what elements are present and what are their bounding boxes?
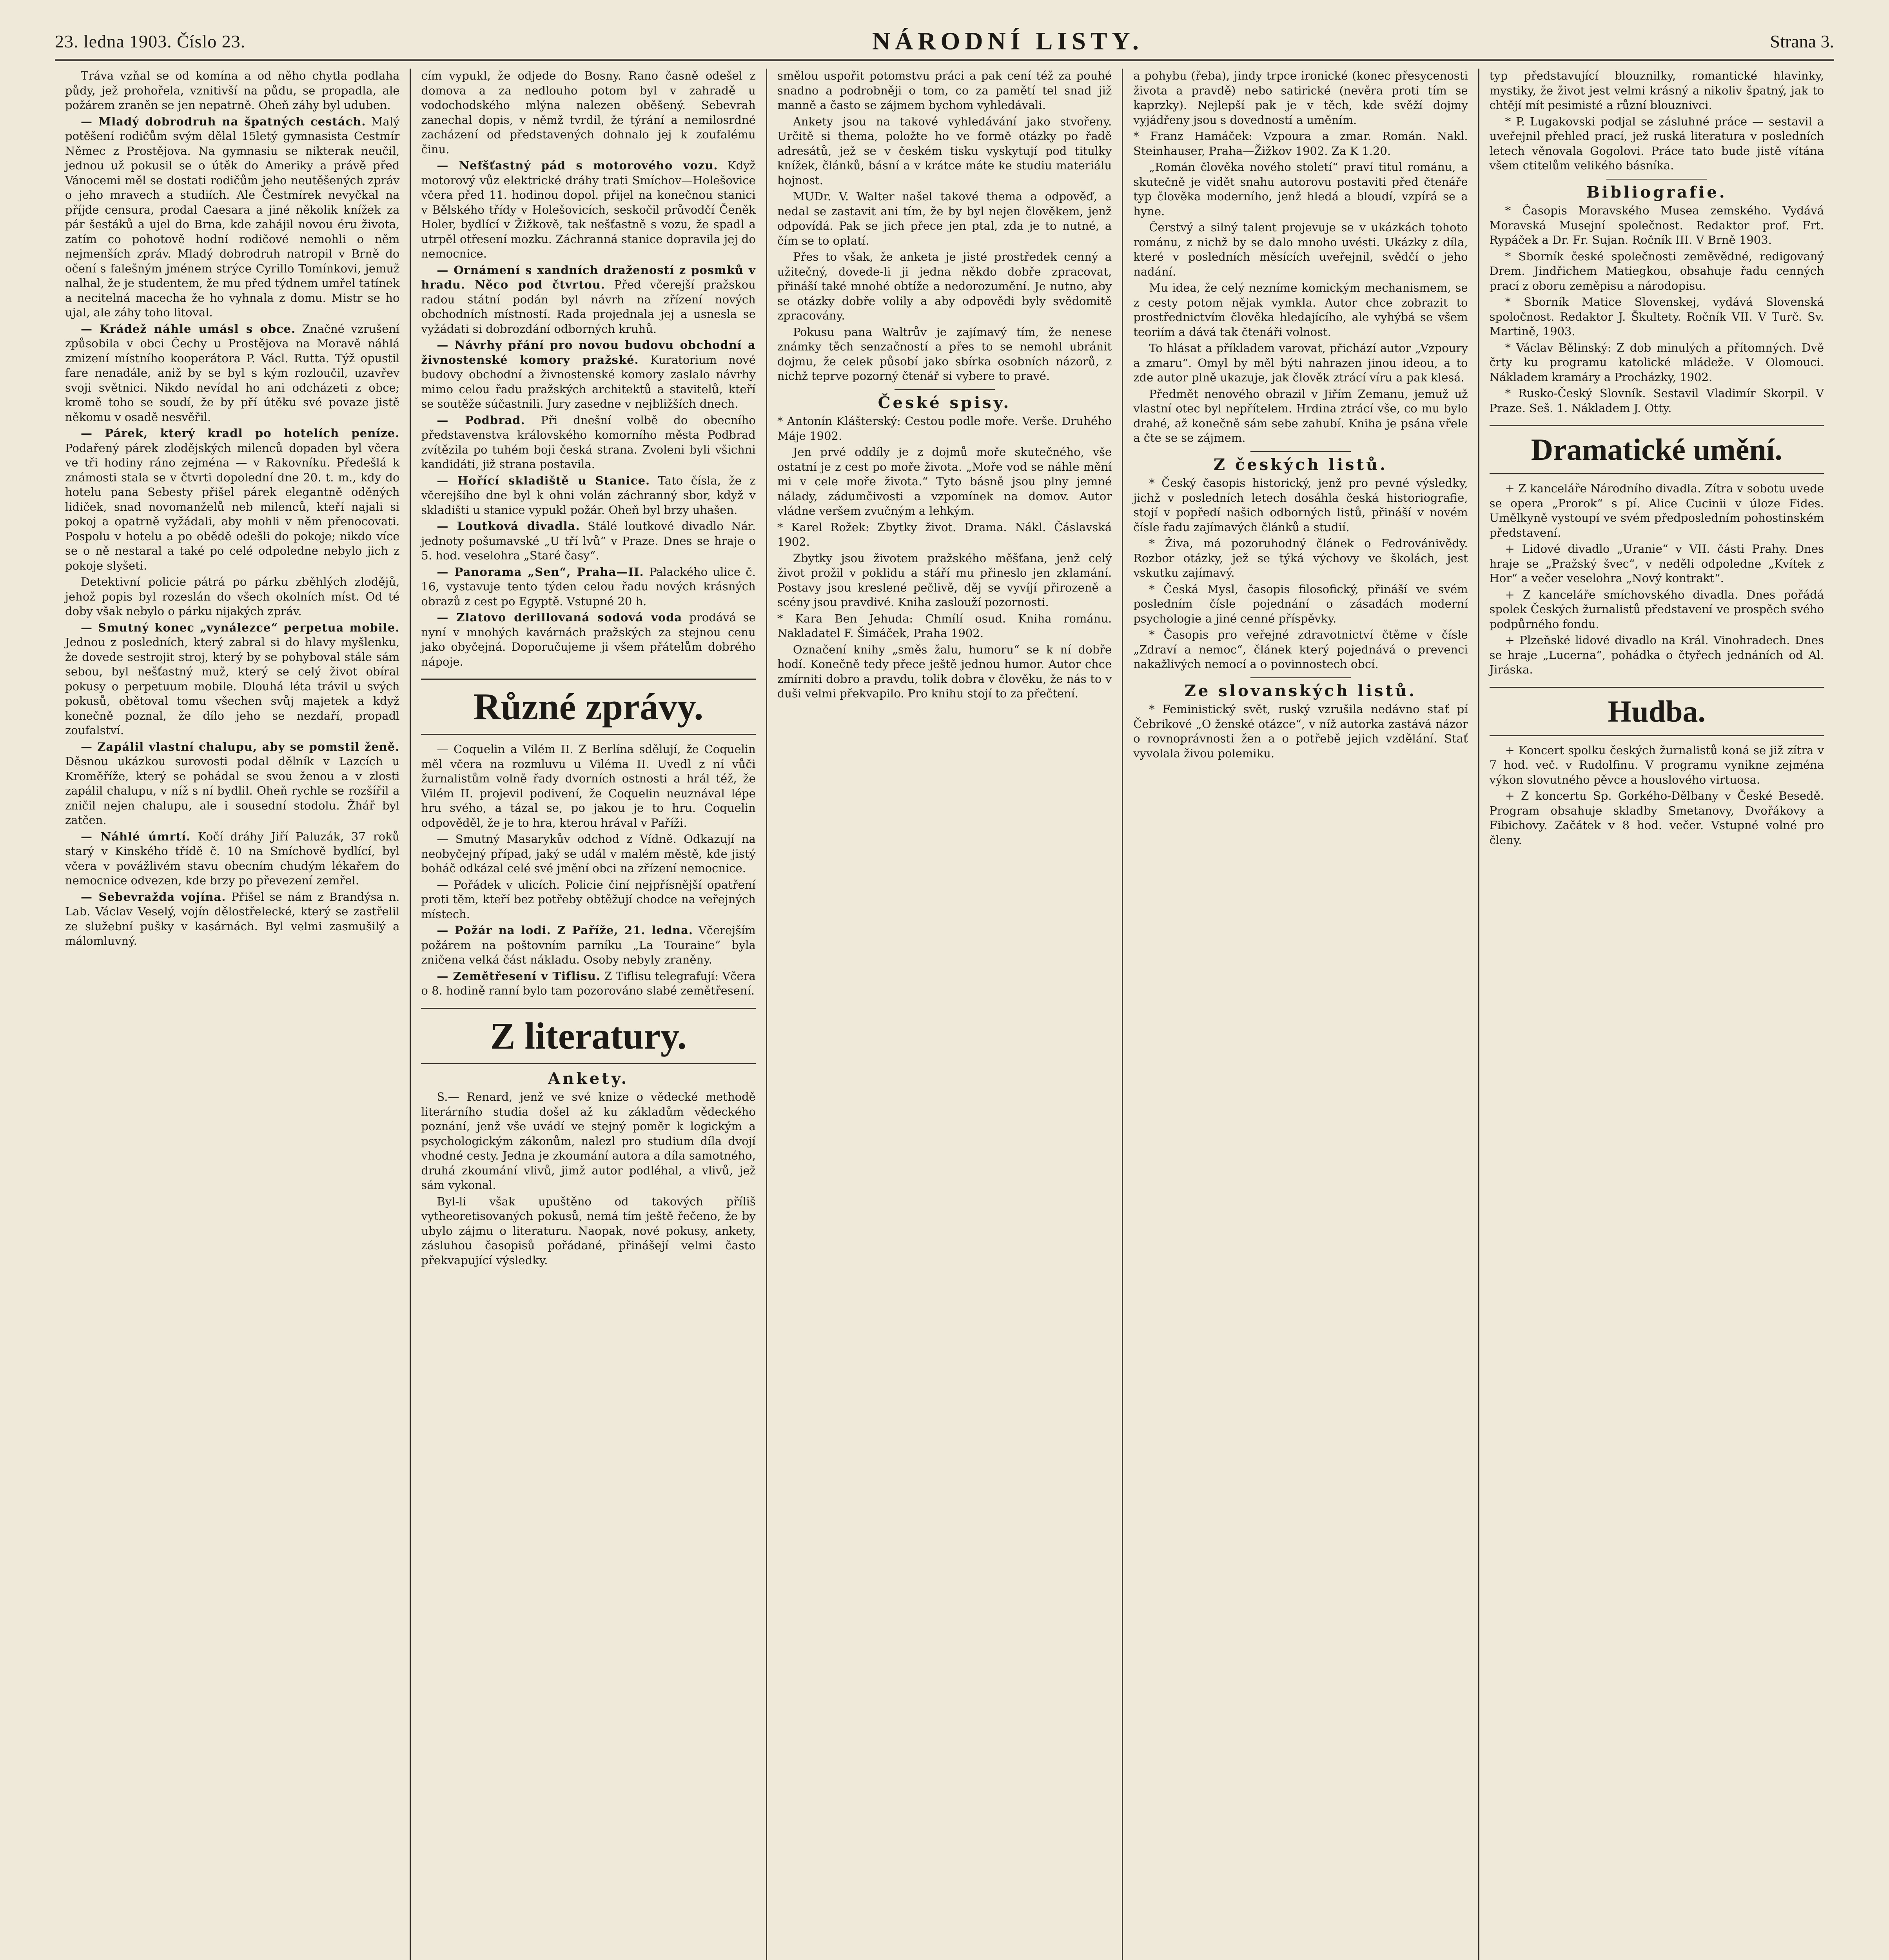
- article-paragraph: a pohybu (řeba), jindy trpce ironické (konec přesycenosti života a pravdě) nebo satirické (nevěra proti tím se kaprzky). Nejlepší pak je v těch, kde svěží dojmy vyjádřeny jsou s dovedností a uměním.: [1133, 69, 1468, 127]
- bibliography-entry: * Sborník Matice Slovenskej, vydává Slovenská spoločnost. Redaktor J. Škultety. Ročník VII. V Turč. Sv. Martině, 1903.: [1489, 295, 1824, 338]
- article-body: Malý potěšení rodičům svým dělal 15letý gymnasista Cestmír Němec z Prostějova. Na gymnasiu se nikterak neučil, jednou už pokusil se o útěk do Ameriky a právě před Vánocemi měl se dostati rodičům jeho neutěšených zpráv o jeho mravech a studiích. Ale Čestmírek nevyčkal na příjde censura, prodal Caesara a jiné několik knížek za pár šestáků a ujel do Brna, kde zahájil novou éru života, zatím co pohotově hodní rodičové nemohli o něm nejmenších zpráv. Mladý dobrodruh natropil v Brně do očení s falešným jménem strýce Cyrillo Tomínkovi, jemuž nalhal, že je studentem, že mu před týdnem umřel tatínek a necitelná macecha že ho vyhnala z domu. Mistr se ho ujal, ale záhy toho litoval.: [65, 114, 400, 319]
- article-body: Kočí dráhy Jiří Paluzák, 37 roků starý v Kinského třídě č. 10 na Smíchově bydlící, byl včera v povážlivém stavu obecním chudým lékařem do nemocnice odvezen, kde brzy po převezení zemřel.: [65, 829, 400, 887]
- article-paragraph: * Živa, má pozoruhodný článek o Fedrovánivědy. Rozbor otázky, jež se týká výchovy ve školách, jest vskutku zajímavý.: [1133, 537, 1468, 579]
- article-headline: — Podbrad.: [437, 413, 525, 427]
- article-paragraph: „Román člověka nového století“ praví titul románu, a skutečně je vidět snahu autorovu postaviti před čtenáře typ člověka moderního, jenž hledá a bloudí, vzpírá se a hyne.: [1133, 160, 1468, 218]
- book-entry: * Antonín Klášterský: Cestou podle moře. Verše. Druhého Máje 1902.: [777, 414, 1112, 443]
- article-paragraph: Ankety jsou na takové vyhledávání jako stvořeny. Určitě si thema, položte ho ve formě otázky po řadě adresátů, jež se v českém tisku vyskytují pod titulky knížek, článků, básní a v krátce máte ke studiu materiálu hojnost.: [777, 114, 1112, 187]
- article-paragraph: Označení knihy „směs žalu, humoru“ se k ní dobře hodí. Konečně tedy přece ještě jednou humor. Autor chce zmírniti dobro a pravdu, tolik dobra v člověku, že nás to v duši velmi překvapilo. Pro knihu stojí to za přečtení.: [777, 642, 1112, 700]
- article-paragraph: — Pořádek v ulicích. Policie činí nejpřísnější opatření proti těm, kteří bez potřeby obtěžují chodce na veřejných místech.: [421, 878, 756, 921]
- article-paragraph: * Český časopis historický, jenž pro pevné výsledky, jichž v posledních letech dosáhla česká historiografie, stojí v popředí našich odborných listů, přináší v novém čísle řadu zajímavých článků a studií.: [1133, 476, 1468, 534]
- article-paragraph: + Koncert spolku českých žurnalistů koná se již zítra v 7 hod. več. v Rudolfinu. V programu vynikne zejména výkon slovutného pěvce a houslového virtuosa.: [1489, 743, 1824, 786]
- article-headline: — Požár na lodi. Z Paříže, 21. ledna.: [437, 924, 693, 937]
- article-paragraph: Předmět nenového obrazil v Jiřím Zemanu, jemuž už vlastní otec byl nepřítelem. Hrdina ztrácí vše, co mu bylo drahé, až konečně sám sebe zahubí. Kniha je psána vřele a čte se se zájmem.: [1133, 387, 1468, 445]
- column-4: [1123, 69, 1479, 1960]
- article-paragraph: Tráva vzňal se od komína a od něho chytla podlaha půdy, jež prohořela, vznitivší na půdu, se propadla, ale požárem zraněn se jen nepatrně. Oheň záhy byl uduben.: [65, 69, 400, 112]
- column-5: [1479, 69, 1834, 1960]
- article-headline: — Mladý dobrodruh na špatných cestách.: [81, 114, 366, 128]
- article-body: Tato čísla, že z včerejšího dne byl k ohni volán záchranný sbor, když v skladišti u stanice vypukl požár. Oheň byl brzy uhašen.: [421, 474, 756, 517]
- issue-date: 23. ledna 1903. Číslo 23.: [55, 31, 246, 51]
- article-paragraph: Mu idea, že celý nezníme komickým mechanismem, se z cesty potom nějak vymkla. Autor chce zobrazit to prostřednictvím člověka hledajícího, ale vyhýbá se všem teoriím a dává tak čtenáři volnost.: [1133, 281, 1468, 339]
- article-paragraph: cím vypukl, že odjede do Bosny. Rano časně odešel z domova a za nedlouho potom byl v zahradě u vodochodského mlýna nalezen oběšený. Sebevrah zanechal dopis, v němž tvrdil, že týrání a nemilosrdné zacházení od představených dohnalo jej k zoufalému činu.: [421, 69, 756, 156]
- article-body: Značné vzrušení způsobila v obci Čechy u Prostějova na Moravě náhlá zmizení místního kooperátora P. Václ. Rutta. Týž opustil fare nenadále, aniž by se byl s kým rozloučil, uzavřev svoji světnici. Nikdo nevídal ho ani odcházeti z obce; kromě toho se soudí, že by pří útěku své povaze jistě někomu v osadě nesvěřil.: [65, 322, 400, 424]
- article-paragraph: + Z kanceláře Národního divadla. Zítra v sobotu uvede se opera „Prorok“ s pí. Alice Cucinii v úloze Fides. Umělkyně vystoupí ve svém předposledním pohostinském představení.: [1489, 482, 1824, 539]
- article-headline: — Návrhy přání pro novou budovu obchodní a živnostenské komory pražské.: [421, 338, 756, 367]
- article-paragraph: * Česká Mysl, časopis filosofický, přináší ve svém posledním čísle pojednání o zásadách moderní psychologie a jiné cenné příspěvky.: [1133, 582, 1468, 625]
- article-body: prodává se nyní v mnohých kavárnách pražských za stejnou cenu jako obyčejná. Doporučujeme ji všem přátelům dobrého nápoje.: [421, 611, 756, 668]
- article-headline: — Hořící skladiště u Stanice.: [437, 474, 650, 487]
- article-body: Když motorový vůz elektrické dráhy trati Smíchov—Holešovice včera před 11. hodinou dopol. přijel na konečnou stanici v Bělského třídy v Holešovicích, seskočil průvodčí Čeněk Holer, bydlící v Žižkově, tak nešťastně s vozu, že spadl a utrpěl otřesení mozku. Záchranná stanice dopravila jej do nemocnice.: [421, 159, 756, 260]
- article-headline: — Zlatovo derillovaná sodová voda: [437, 611, 682, 624]
- book-entry: * Karel Rožek: Zbytky život. Drama. Nákl. Čáslavská 1902.: [777, 520, 1112, 548]
- text-columns: [55, 69, 1834, 1960]
- article-body: Stálé loutkové divadlo Nár. jednoty pošumavské „U tří lvů“ v Praze. Dnes se hraje o 5. hod. veselohra „Staré časy“.: [421, 519, 756, 562]
- article-paragraph: + Lidové divadlo „Uranie“ v VII. části Prahy. Dnes hraje se „Pražský švec“, v neděli odpoledne „Kvítek z Hor“ a večer veselohra „Nový kontrakt“.: [1489, 542, 1824, 585]
- article-headline: — Náhlé úmrtí.: [81, 829, 191, 843]
- article-body: Jednou z posledních, který zabral si do hlavy myšlenku, že dovede sestrojit stroj, který by se pohyboval stále sám sebou, byl nešťastný muž, který se celý život obíral pokusy o perpetuum mobile. Dlouhá léta trávil u svých pokusů, obětoval tomu všechen svůj majetek a když konečně poznal, že dílo jeho se nezdaří, propadl zoufalství.: [65, 635, 400, 737]
- article-paragraph: * Časopis pro veřejné zdravotnictví čtěme v čísle „Zdraví a nemoc“, článek který pojednává o prevenci nakažlivých nemocí a o povinnostech obcí.: [1133, 628, 1468, 671]
- article-body: Přišel se nám z Brandýsa n. Lab. Václav Veselý, vojín dělostřelecké, který se zastřelil ze služební pušky v kasárnách. Byl velmi zasmušilý a málomluvný.: [65, 890, 400, 947]
- column-2: [411, 69, 767, 1960]
- article-headline: — Párek, který kradl po hotelích peníze.: [81, 426, 400, 440]
- article-paragraph: MUDr. V. Walter našel takové thema a odpověď, a nedal se zastavit ani tím, že by byl nejen člověkem, jenž odpovídá. Pak se jich přece jen ptal, zda je to nutné, a čím se to oplatí.: [777, 190, 1112, 247]
- book-entry: * Kara Ben Jehuda: Chmílí osud. Kniha románu. Nakladatel F. Šimáček, Praha 1902.: [777, 612, 1112, 640]
- article-headline: — Krádež náhle umásl s obce.: [81, 322, 296, 336]
- article-paragraph: Detektivní policie pátrá po párku zběhlých zlodějů, jehož popis byl rozeslán do všech okolních míst. Od té doby však nebylo o párku nijakých zpráv.: [65, 575, 400, 618]
- bibliography-entry: * Rusko-Český Slovník. Sestavil Vladimír Skorpil. V Praze. Seš. 1. Nákladem J. Otty.: [1489, 387, 1824, 415]
- article-headline: — Ornámení s xandních dražeností z posmků v hradu. Něco pod čtvrtou.: [421, 263, 756, 291]
- divider: [895, 389, 995, 390]
- subsection-heading-bibliografie: Bibliografie.: [1586, 183, 1727, 201]
- article-paragraph: + Plzeňské lidové divadlo na Král. Vinohradech. Dnes se hraje „Lucerna“, pohádka o čtyřech jednáních od Al. Jiráska.: [1489, 633, 1824, 676]
- subsection-heading-ceske-spisy: České spisy.: [878, 393, 1011, 412]
- article-paragraph: Pokusu pana Waltrův je zajímavý tím, že nenese známky těch senzačností a přes to se nemohl ubránit dojmu, že celek působí jako sbírka osobních názorů, z nichž teprve pozorný čtenář si vybere to pravé.: [777, 325, 1112, 383]
- article-body: Děsnou ukázkou surovosti podal dělník v Lazcích u Kroměříže, který se pohádal se svou ženou a v zlosti zapálil chalupu, v níž s ní bydlil. Oheň rychle se rozšířil a zničil nejen chalupu, ale i sousední stodolu. Žhář byl zatčen.: [65, 755, 400, 827]
- article-body: Při dnešní volbě do obecního představenstva královského komorního města Podbrad zvítězila po tuhém boji česká strana. Zvoleni byli všichni kandidáti, již strana postavila.: [421, 413, 756, 471]
- subsection-heading-ankety: Ankety.: [548, 1069, 629, 1088]
- bibliography-entry: * Sborník české společnosti zeměvědné, redigovaný Drem. Jindřichem Matiegkou, obsahuje řadu cenných prací z oboru zeměpisu a národopisu.: [1489, 249, 1824, 292]
- article-paragraph: Zbytky jsou životem pražského měšťana, jenž celý život prožil v poklidu a stáří mu přineslo jen zklamání. Postavy jsou kreslené pečlivě, děj se vyvíjí přirozeně a scény jsou pravdivé. Kniha zaslouží pozornosti.: [777, 551, 1112, 609]
- bibliography-entry: * Václav Bělinský: Z dob minulých a přítomných. Dvě črty ku programu katolické mládeže. V Olomouci. Nákladem kramáry a Procházky, 1902.: [1489, 341, 1824, 384]
- column-3: [767, 69, 1123, 1960]
- article-paragraph: Byl-li však upuštěno od takových příliš vytheoretisovaných pokusů, nemá tím ještě řečeno, že by ubylo zájmu o literaturu. Naopak, nové pokusy, ankety, zásluhou časopisů pořádané, přinášejí velmi často překvapující výsledky.: [421, 1194, 756, 1267]
- article-headline: — Zapálil vlastní chalupu, aby se pomstil ženě.: [81, 740, 400, 753]
- article-paragraph: + Z koncertu Sp. Gorkého-Dělbany v České Besedě. Program obsahuje skladby Smetanovy, Dvořákovy a Fibichovy. Začátek v 8 hod. večer. Vstupné volné pro členy.: [1489, 789, 1824, 847]
- column-1: [55, 69, 411, 1960]
- article-paragraph: typ představující blouznilky, romantické hlavinky, mystiky, že život jest velmi krásný a nikoliv špatný, jak to chtějí mít pesimisté a různí blouznivci.: [1489, 69, 1824, 112]
- bibliography-entry: * Časopis Moravského Musea zemského. Vydává Moravská Musejní společnost. Redaktor prof. Frt. Rypáček a Dr. Fr. Sujan. Ročník III. V Brně 1903.: [1489, 204, 1824, 247]
- subsection-heading-z-ceskych-listu: Z českých listů.: [1213, 455, 1388, 474]
- divider: [1250, 451, 1351, 452]
- section-heading-dramaticke-umeni: Dramatické umění.: [1490, 425, 1824, 474]
- masthead-title: NÁRODNÍ LISTY.: [872, 27, 1143, 55]
- article-paragraph: — Coquelin a Vilém II. Z Berlína sdělují, že Coquelin měl včera na rozmluvu u Viléma II. Uvedl z ní vůči žurnalistům volně řady dvorních ostnosti a hrál též, že Vilém II. projevil podivení, že Coquelin neuznával lépe hru svého, a tázal se, po jakou je to hru. Coquelin odpověděl, že je to hra, kterou hrával v Paříži.: [421, 742, 756, 829]
- section-heading-ruzne-zpravy: Různé zprávy.: [421, 679, 755, 735]
- article-headline: — Smutný konec „vynálezce“ perpetua mobile.: [81, 621, 400, 634]
- article-headline: — Panorama „Sen“, Praha—II.: [437, 565, 644, 579]
- article-body: Kuratorium nové budovy obchodní a živnostenské komory zaslalo návrhy mimo celou řadu pražských architektů a stavitelů, kteří se soutěže súčastnili. Jury zasedne v nejbližších dnech.: [421, 353, 756, 410]
- article-headline: — Sebevražda vojína.: [81, 890, 226, 904]
- page-header: [55, 24, 1834, 61]
- article-paragraph: * P. Lugakovski podjal se zásluhné práce — sestavil a uveřejnil přehled prací, jež ruská literatura v posledních letech věnovala Gogolovi. Práce tato bude jistě vítána všem ctitelům velikého básníka.: [1489, 114, 1824, 172]
- article-paragraph: To hlásat a příkladem varovat, přichází autor „Vzpoury a zmaru“. Omyl by měl býti nahrazen jinou ideou, a to zde autor plně ukazuje, jak člověk ztrácí víru a pak klesá.: [1133, 341, 1468, 384]
- article-body: Před včerejší pražskou radou státní podán byl návrh na zřízení nových obchodních místností. Rada projednala jej a usnesla se vyžádati si dobrozdání odborných kruhů.: [421, 278, 756, 336]
- subsection-heading-ze-slovanskych-listu: Ze slovanských listů.: [1184, 681, 1417, 700]
- article-headline: — Zemětřesení v Tiflisu.: [437, 969, 601, 983]
- article-paragraph: Čerstvý a silný talent projevuje se v ukázkách tohoto románu, z nichž by se dalo mnoho uvésti. Ukázky z díla, které v posledních měsících uveřejnil, svědčí o jeho nadání.: [1133, 221, 1468, 278]
- divider: [1250, 677, 1351, 678]
- section-heading-z-literatury: Z literatury.: [421, 1008, 755, 1064]
- article-paragraph: S.— Renard, jenž ve své knize o vědecké methodě literárního studia došel až ku základům vědeckého poznání, jenž vše uvádí ve stejný poměr k logickým a psychologickým zákonům, nalezl pro studium díla dvojí vhodné cesty. Jedna je zkoumání autora a díla samotného, druhá zkoumání vlivů, jimž autor podléhal, a vlivů, jež sám vykonal.: [421, 1090, 756, 1192]
- article-body: Palackého ulice č. 16, vystavuje tento týden celou řadu nových krásných obrazů z cest po Egyptě. Vstupné 20 h.: [421, 565, 756, 608]
- page-number: Strana 3.: [1770, 31, 1834, 51]
- article-paragraph: Jen prvé oddíly je z dojmů moře skutečného, vše ostatní je z cest po moře života. „Moře vod se náhle mění mi v cele moře života.“ Tyto básně jsou plny jemné nálady, zádumčivosti a vzpomínek na domov. Autor vládne veršem zvučným a lehkým.: [777, 445, 1112, 517]
- article-body: Z Tiflisu telegrafují: Včera o 8. hodině ranní bylo tam pozorováno slabé zemětřesení.: [421, 969, 756, 997]
- divider: [1606, 179, 1707, 180]
- article-paragraph: smělou uspořit potomstvu práci a pak cení též za pouhé snadno a podrobněji o tom, co za pamětí tel snad již manně a často se zájmem bychom vyhledávali.: [777, 69, 1112, 112]
- article-body: Podařený párek zlodějských milenců dopaden byl včera ve tři hodiny ráno zejména — v Rakovníku. Předešlá k známosti stala se v čtvrti dopolední dne 20. t. m., kdy do hotelu pana Sebesty přišel párek elegantně oděných lidiček, snad novomanželů neb milenců, kteří najali si pokoj a opatrně vyžádali, aby mohli v něm přenocovati. Pospolu v hotelu a po obědě odešli do pokoje; nikdo více se o ně nestaral a také po celé odpoledne nebylo jich z pokoje slyšeti.: [65, 441, 400, 572]
- article-paragraph: Přes to však, že anketa je jisté prostředek cenný a užitečný, dovede-li ji jedna někdo dobře zpracovat, přináší také mnohé obtíže a nedorozumění. Je nutno, aby se otázky dobře volily a aby odpovědi byly svědomitě zpracovány.: [777, 250, 1112, 322]
- article-paragraph: + Z kanceláře smíchovského divadla. Dnes pořádá spolek Českých žurnalistů představení ve prospěch svého podpůrného fondu.: [1489, 588, 1824, 631]
- article-paragraph: — Smutný Masarykův odchod z Vídně. Odkazují na neobyčejný případ, jaký se udál v malém městě, kde jistý boháč odkázal celé své jmění obci na zřízení nemocnice.: [421, 832, 756, 875]
- book-entry: * Franz Hamáček: Vzpoura a zmar. Román. Nakl. Steinhauser, Praha—Žižkov 1902. Za K 1.20.: [1133, 129, 1468, 158]
- article-body: Včerejším požárem na poštovním parníku „La Touraine“ byla zničena velká část nákladu. Osoby nebyly zraněny.: [421, 924, 756, 966]
- article-headline: — Loutková divadla.: [437, 519, 580, 533]
- article-headline: — Nefšťastný pád s motorového vozu.: [437, 159, 718, 172]
- article-paragraph: * Feministický svět, ruský vzrušila nedávno stať pí Čebrikové „O ženské otázce“, v níž autorka zastává názor o rovnoprávnosti žen a o potřebě jejich vzdělání. Stať vyvolala živou polemiku.: [1133, 702, 1468, 760]
- section-heading-hudba: Hudba.: [1490, 687, 1824, 736]
